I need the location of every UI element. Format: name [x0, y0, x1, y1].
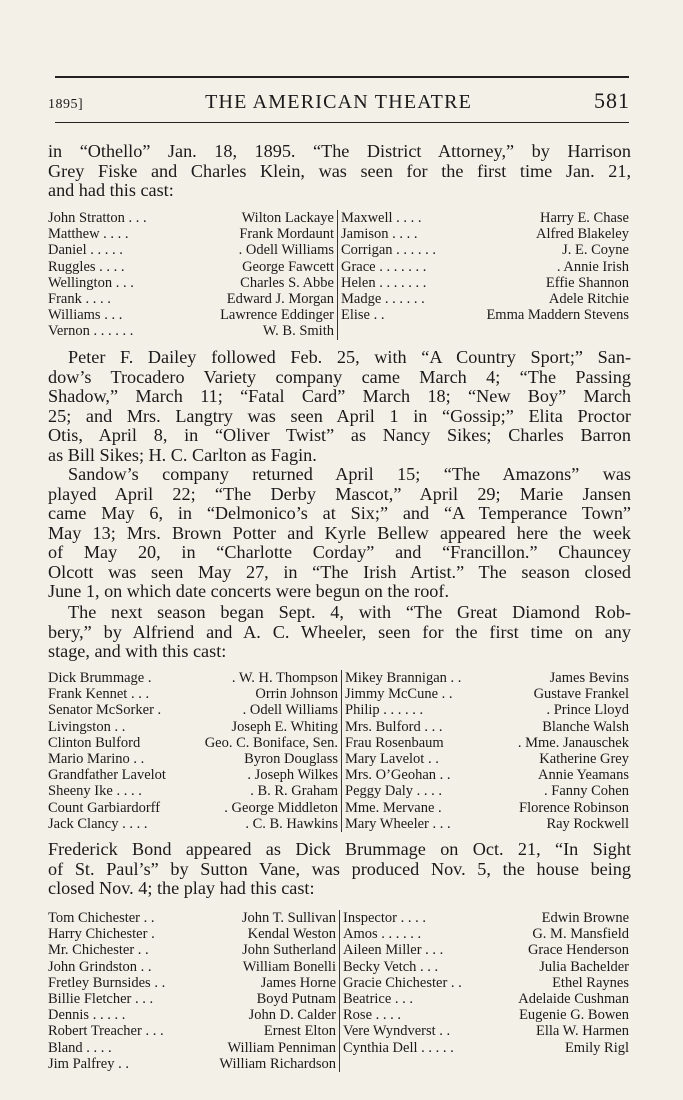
cast-row: [48, 783, 338, 799]
role-name: Vernon . . . . . .: [48, 323, 134, 340]
text-line: in “Othello” Jan. 18, 1895. “The District Attorney,” by Harrison: [48, 141, 631, 161]
actor-name: Edwin Browne: [541, 910, 629, 926]
role-name: John Grindston . .: [48, 958, 152, 975]
cast-column-left: [48, 910, 336, 1072]
actor-name: W. B. Smith: [262, 323, 334, 340]
role-name: Billie Fletcher . . .: [48, 991, 154, 1008]
cast-row: [48, 800, 338, 816]
cast-column-right: [341, 210, 629, 340]
cast-row: [345, 719, 629, 735]
text-line: Peter F. Dailey followed Feb. 25, with “A Country Sport;” San-: [68, 347, 631, 367]
role-name: Dick Brummage .: [48, 670, 152, 686]
cast-row: [48, 959, 336, 975]
role-name: Maxwell . . . .: [341, 210, 422, 226]
actor-name: . George Middleton: [224, 799, 338, 816]
cast-row: [345, 751, 629, 767]
cast-column-left: [48, 670, 338, 832]
role-name: Philip . . . . . .: [345, 702, 424, 719]
text-line: as Bill Sikes; H. C. Carlton as Fagin.: [48, 444, 317, 465]
role-name: Peggy Daly . . . .: [345, 783, 443, 800]
cast-row: [48, 291, 334, 307]
actor-name: Lawrence Eddinger: [220, 307, 334, 324]
actor-name: Eugenie G. Bowen: [519, 1007, 629, 1024]
role-name: Mary Lavelot . .: [345, 751, 439, 768]
text-line: The next season began Sept. 4, with “The Great Diamond Rob-: [68, 602, 631, 622]
actor-name: Emma Maddern Stevens: [486, 307, 629, 324]
actor-name: Effie Shannon: [545, 274, 629, 291]
text-line: came May 6, in “Delmonico’s at Six;” and “A Temperance Town”: [48, 503, 631, 523]
cast-row: [345, 800, 629, 816]
role-name: Clinton Bulford: [48, 734, 141, 751]
role-name: Helen . . . . . . .: [341, 274, 427, 291]
role-name: Frank Kennet . . .: [48, 686, 150, 703]
role-name: Livingston . .: [48, 718, 126, 735]
text-line: Frederick Bond appeared as Dick Brummage on Oct. 21, “In Sight: [48, 839, 631, 859]
actor-name: . Odell Williams: [238, 242, 334, 259]
role-name: Elise . .: [341, 307, 385, 324]
role-name: Beatrice . . .: [343, 991, 414, 1008]
text-line: Otis, April 8, in “Oliver Twist” as Nancy Sikes; Charles Barron: [48, 425, 631, 445]
text-line: Grey Fiske and Charles Klein, was seen for the first time Jan. 21,: [48, 160, 631, 181]
cast-row: [345, 702, 629, 718]
cast-row: [48, 910, 336, 926]
actor-name: Wilton Lackaye: [241, 210, 334, 226]
actor-name: William Penniman: [227, 1039, 336, 1056]
cast-row: [48, 1007, 336, 1023]
role-name: Corrigan . . . . . .: [341, 242, 437, 259]
text-line: dow’s Trocadero Variety company came March 4; “The Passing: [48, 366, 631, 387]
actor-name: William Richardson: [219, 1055, 336, 1072]
role-name: Matthew . . . .: [48, 226, 129, 243]
paragraph-dailey-sandow: [48, 348, 631, 465]
cast-row: [345, 686, 629, 702]
actor-name: James Horne: [260, 974, 336, 991]
cast-list-district-attorney: [48, 210, 632, 340]
role-name: Mr. Chichester . .: [48, 942, 149, 959]
cast-row: [48, 719, 338, 735]
cast-list-in-sight-of-st-pauls: [48, 910, 632, 1072]
cast-row: [48, 210, 334, 226]
role-name: Madge . . . . . .: [341, 291, 425, 308]
cast-column-right: [343, 910, 629, 1072]
cast-row: [343, 1040, 629, 1056]
cast-row: [341, 307, 629, 323]
text-line: and had this cast:: [48, 180, 174, 200]
actor-name: George Fawcett: [242, 258, 334, 275]
running-header: [48, 88, 630, 114]
role-name: Jack Clancy . . . .: [48, 815, 148, 832]
role-name: Mrs. Bulford . . .: [345, 718, 443, 735]
page-number: 581: [593, 88, 630, 113]
role-name: Daniel . . . . .: [48, 242, 123, 259]
actor-name: . Fanny Cohen: [544, 783, 629, 800]
role-name: Frau Rosenbaum: [345, 734, 444, 751]
actor-name: John D. Calder: [248, 1007, 336, 1024]
column-divider: [341, 670, 342, 832]
cast-list-great-diamond-robbery: [48, 670, 632, 832]
role-name: Becky Vetch . . .: [343, 958, 439, 975]
cast-row: [341, 242, 629, 258]
text-line: Sandow’s company returned April 15; “The Amazons” was: [68, 464, 631, 484]
actor-name: Ella W. Harmen: [535, 1023, 629, 1040]
role-name: Frank . . . .: [48, 291, 111, 308]
actor-name: John T. Sullivan: [241, 910, 336, 926]
actor-name: Joseph E. Whiting: [231, 718, 338, 735]
cast-row: [343, 942, 629, 958]
role-name: Wellington . . .: [48, 274, 134, 291]
text-line: of May 20, in “Charlotte Corday” and “Francillon.” Chauncey: [48, 542, 631, 562]
cast-row: [48, 686, 338, 702]
column-divider: [337, 210, 338, 340]
role-name: Robert Treacher . . .: [48, 1023, 164, 1040]
text-line: June 1, on which date concerts were begun on the roof.: [48, 581, 450, 601]
actor-name: . C. B. Hawkins: [245, 815, 338, 832]
actor-name: Frank Mordaunt: [239, 226, 334, 243]
actor-name: Katherine Grey: [539, 751, 629, 768]
cast-row: [345, 670, 629, 686]
role-name: Count Garbiardorff: [48, 799, 161, 816]
actor-name: James Bevins: [549, 670, 629, 686]
actor-name: Gustave Frankel: [533, 686, 629, 703]
role-name: Grandfather Lavelot: [48, 767, 166, 784]
actor-name: Adele Ritchie: [548, 291, 629, 308]
role-name: Dennis . . . . .: [48, 1007, 126, 1024]
role-name: Jim Palfrey . .: [48, 1055, 129, 1072]
actor-name: Julia Bachelder: [539, 958, 629, 975]
text-line: closed Nov. 4; the play had this cast:: [48, 878, 315, 898]
role-name: Inspector . . . .: [343, 910, 426, 926]
role-name: Mario Marino . .: [48, 751, 145, 768]
actor-name: Harry E. Chase: [540, 210, 629, 226]
cast-row: [48, 307, 334, 323]
actor-name: Kendal Weston: [247, 926, 336, 943]
paragraph-next-season: [48, 603, 631, 662]
actor-name: Annie Yeamans: [537, 767, 629, 784]
cast-row: [48, 942, 336, 958]
actor-name: Charles S. Abbe: [240, 274, 334, 291]
text-line: stage, and with this cast:: [48, 641, 227, 661]
cast-row: [48, 1056, 336, 1072]
cast-row: [341, 210, 629, 226]
role-name: Fretley Burnsides . .: [48, 974, 166, 991]
cast-row: [48, 767, 338, 783]
role-name: Jimmy McCune . .: [345, 686, 453, 703]
actor-name: Grace Henderson: [527, 942, 629, 959]
role-name: Rose . . . .: [343, 1007, 401, 1024]
role-name: Mme. Mervane .: [345, 799, 442, 816]
cast-row: [343, 959, 629, 975]
role-name: Bland . . . .: [48, 1039, 112, 1056]
actor-name: . Prince Lloyd: [546, 702, 629, 719]
role-name: Senator McSorker .: [48, 702, 162, 719]
actor-name: . W. H. Thompson: [231, 670, 338, 686]
cast-row: [48, 275, 334, 291]
actor-name: Florence Robinson: [519, 799, 629, 816]
actor-name: Blanche Walsh: [542, 718, 629, 735]
cast-row: [48, 259, 334, 275]
role-name: Ruggles . . . .: [48, 258, 125, 275]
role-name: Jamison . . . .: [341, 226, 418, 243]
cast-row: [48, 1040, 336, 1056]
cast-row: [48, 991, 336, 1007]
role-name: John Stratton . . .: [48, 210, 147, 226]
actor-name: Alfred Blakeley: [535, 226, 629, 243]
role-name: Grace . . . . . . .: [341, 258, 427, 275]
role-name: Mrs. O’Geohan . .: [345, 767, 451, 784]
paragraph-in-sight-of-st-pauls: [48, 840, 631, 899]
role-name: Aileen Miller . . .: [343, 942, 444, 959]
cast-row: [48, 926, 336, 942]
paragraph-sandow-returned: [48, 465, 631, 602]
cast-row: [48, 975, 336, 991]
actor-name: John Sutherland: [242, 942, 336, 959]
cast-row: [341, 259, 629, 275]
actor-name: G. M. Mansfield: [532, 926, 629, 943]
actor-name: William Bonelli: [242, 958, 336, 975]
text-line: 25; and Mrs. Langtry was seen April 1 in “Gossip;” Elita Proctor: [48, 405, 631, 426]
top-rule: [55, 76, 629, 78]
actor-name: Ethel Raynes: [552, 974, 629, 991]
cast-row: [48, 242, 334, 258]
cast-row: [345, 767, 629, 783]
text-line: Shadow,” March 11; “Fatal Card” March 18; “New Boy” March: [48, 386, 631, 406]
cast-column-right: [345, 670, 629, 832]
actor-name: Edward J. Morgan: [226, 291, 334, 308]
role-name: Gracie Chichester . .: [343, 974, 462, 991]
cast-row: [341, 275, 629, 291]
text-line: bery,” by Alfriend and A. C. Wheeler, seen for the first time on any: [48, 621, 631, 642]
role-name: Amos . . . . . .: [343, 926, 422, 943]
cast-row: [48, 702, 338, 718]
cast-row: [343, 975, 629, 991]
role-name: Cynthia Dell . . . . .: [343, 1039, 454, 1056]
role-name: Sheeny Ike . . . .: [48, 783, 142, 800]
text-line: played April 22; “The Derby Mascot,” April 29; Marie Jansen: [48, 483, 631, 504]
actor-name: . Joseph Wilkes: [247, 767, 338, 784]
cast-row: [343, 991, 629, 1007]
cast-row: [341, 291, 629, 307]
cast-column-left: [48, 210, 334, 340]
cast-row: [48, 816, 338, 832]
actor-name: . Mme. Janauschek: [517, 734, 629, 751]
cast-row: [48, 751, 338, 767]
column-divider: [339, 910, 340, 1072]
role-name: Mary Wheeler . . .: [345, 815, 451, 832]
cast-row: [48, 1023, 336, 1039]
cast-row: [343, 926, 629, 942]
cast-row: [48, 735, 338, 751]
header-rule: [55, 122, 629, 123]
text-line: Olcott was seen May 27, in “The Irish Artist.” The season closed: [48, 561, 631, 582]
cast-row: [343, 1023, 629, 1039]
role-name: Vere Wyndverst . .: [343, 1023, 451, 1040]
cast-row: [345, 783, 629, 799]
role-name: Tom Chichester . .: [48, 910, 155, 926]
text-line: May 13; Mrs. Brown Potter and Kyrle Bellew appeared here the week: [48, 522, 631, 543]
actor-name: Adelaide Cushman: [518, 991, 629, 1008]
actor-name: J. E. Coyne: [562, 242, 629, 259]
cast-row: [343, 910, 629, 926]
actor-name: Emily Rigl: [564, 1039, 629, 1056]
actor-name: . Odell Williams: [242, 702, 338, 719]
actor-name: . Annie Irish: [556, 258, 629, 275]
header-year: 1895]: [48, 97, 84, 112]
actor-name: Ray Rockwell: [546, 815, 629, 832]
text-line: of St. Paul’s” by Sutton Vane, was produced Nov. 5, the house being: [48, 858, 631, 879]
actor-name: Byron Douglass: [244, 751, 338, 768]
actor-name: Orrin Johnson: [255, 686, 338, 703]
header-title: THE AMERICAN THEATRE: [205, 91, 473, 113]
paragraph-district-attorney: [48, 142, 631, 201]
role-name: Harry Chichester .: [48, 926, 155, 943]
cast-row: [48, 670, 338, 686]
cast-row: [343, 1007, 629, 1023]
actor-name: Geo. C. Boniface, Sen.: [204, 734, 338, 751]
cast-row: [345, 816, 629, 832]
role-name: Williams . . .: [48, 307, 123, 324]
actor-name: . B. R. Graham: [250, 783, 338, 800]
role-name: Mikey Brannigan . .: [345, 670, 462, 686]
cast-row: [341, 226, 629, 242]
actor-name: Ernest Elton: [263, 1023, 336, 1040]
actor-name: Boyd Putnam: [256, 991, 336, 1008]
cast-row: [48, 226, 334, 242]
cast-row: [345, 735, 629, 751]
cast-row: [48, 323, 334, 339]
